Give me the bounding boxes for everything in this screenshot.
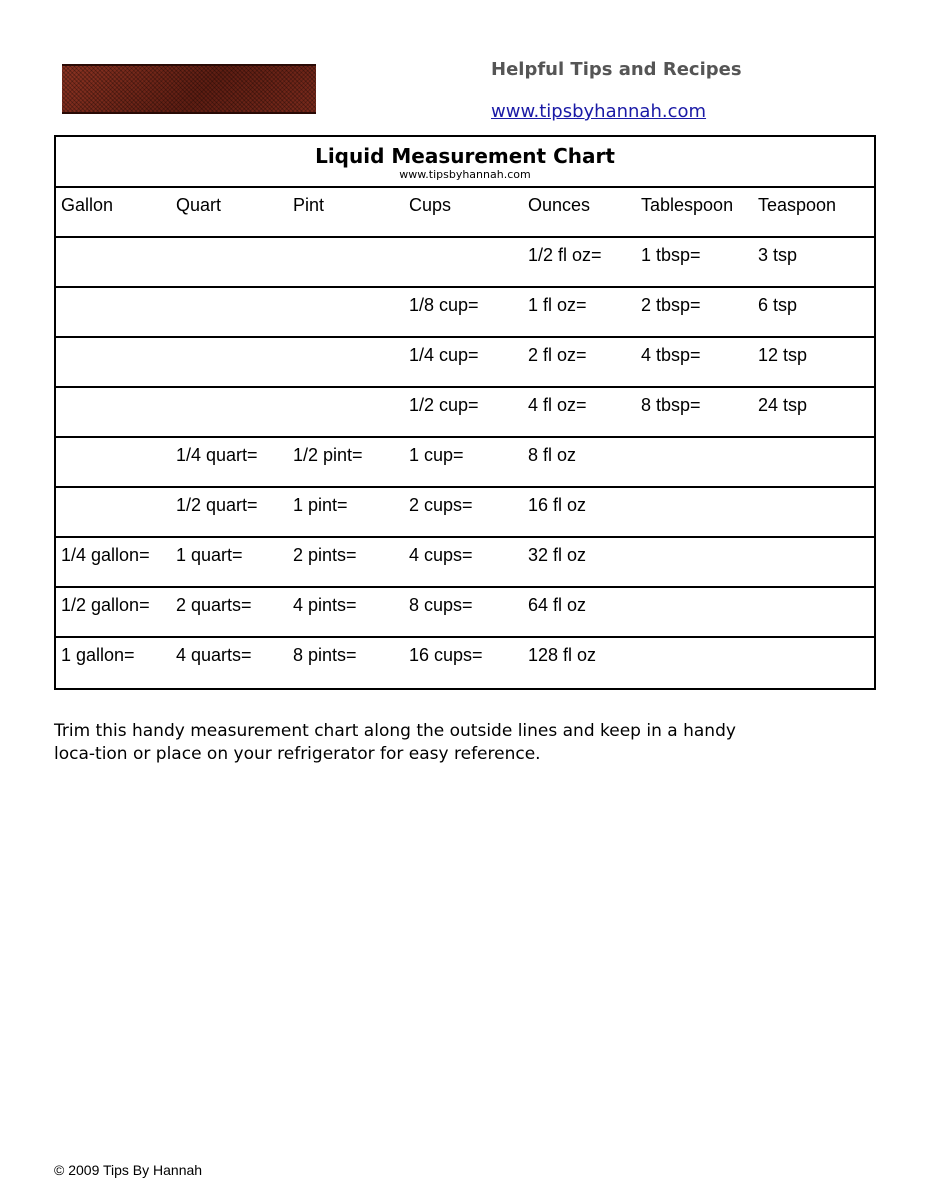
instruction-note: Trim this handy measurement chart along the outside lines and keep in a handy loca-tion or place on your refrigerator for easy reference. [54, 721, 736, 764]
table-cell: 2 tbsp= [641, 295, 701, 315]
table-row [56, 438, 874, 488]
column-header: Teaspoon [758, 195, 837, 215]
table-cell: 1/4 gallon= [61, 545, 150, 565]
table-cell: 8 tbsp= [641, 395, 701, 415]
table-cell: 8 fl oz [528, 445, 577, 465]
chart-title: Liquid Measurement Chart [315, 144, 615, 168]
table-cell: 2 pints= [293, 545, 357, 565]
table-cell: 1/2 cup= [409, 395, 479, 415]
table-cell: 1/4 quart= [176, 445, 258, 465]
measurement-chart [54, 135, 876, 690]
table-cell: 8 pints= [293, 645, 357, 665]
column-header: Cups [409, 195, 452, 215]
table-cell: 8 cups= [409, 595, 473, 615]
table-cell: 1/2 fl oz= [528, 245, 602, 265]
table-cell: 6 tsp [758, 295, 798, 315]
table-row [56, 488, 874, 538]
table-cell: 1 quart= [176, 545, 243, 565]
table-cell: 4 cups= [409, 545, 473, 565]
table-row [56, 238, 874, 288]
table-row [56, 338, 874, 388]
table-cell: 2 fl oz= [528, 345, 587, 365]
column-header: Quart [176, 195, 222, 215]
column-header: Gallon [61, 195, 114, 215]
table-cell: 4 quarts= [176, 645, 252, 665]
table-cell: 1/2 quart= [176, 495, 258, 515]
table-cell: 2 cups= [409, 495, 473, 515]
column-header: Pint [293, 195, 325, 215]
table-row [56, 388, 874, 438]
table-row [56, 638, 874, 688]
table-row [56, 588, 874, 638]
table-cell: 1 pint= [293, 495, 348, 515]
table-cell: 128 fl oz [528, 645, 597, 665]
table-cell: 16 cups= [409, 645, 483, 665]
table-cell: 32 fl oz [528, 545, 587, 565]
table-cell: 16 fl oz [528, 495, 587, 515]
table-cell: 4 pints= [293, 595, 357, 615]
table-cell: 1/2 pint= [293, 445, 363, 465]
table-cell: 1/8 cup= [409, 295, 479, 315]
chart-subtitle: www.tipsbyhannah.com [399, 168, 531, 181]
chart-header [56, 137, 874, 188]
header-row [56, 188, 874, 238]
table-cell: 4 tbsp= [641, 345, 701, 365]
table-cell: 24 tsp [758, 395, 808, 415]
table-cell: 12 tsp [758, 345, 808, 365]
table-row [56, 538, 874, 588]
table-cell: 64 fl oz [528, 595, 587, 615]
table-cell: 1 gallon= [61, 645, 135, 665]
copyright-notice: © 2009 Tips By Hannah [54, 1162, 203, 1178]
table-cell: 1/2 gallon= [61, 595, 150, 615]
table-cell: 1 tbsp= [641, 245, 701, 265]
table-cell: 3 tsp [758, 245, 798, 265]
table-cell: 2 quarts= [176, 595, 252, 615]
table-cell: 1 fl oz= [528, 295, 587, 315]
table-cell: 1 cup= [409, 445, 464, 465]
site-tagline: Helpful Tips and Recipes [491, 59, 742, 80]
website-link[interactable]: www.tipsbyhannah.com [491, 101, 707, 122]
column-header: Ounces [528, 195, 591, 215]
column-header: Tablespoon [641, 195, 734, 215]
table-cell: 1/4 cup= [409, 345, 479, 365]
banner-graphic [62, 64, 316, 114]
chart-body [56, 188, 874, 688]
table-cell: 4 fl oz= [528, 395, 587, 415]
table-row [56, 288, 874, 338]
